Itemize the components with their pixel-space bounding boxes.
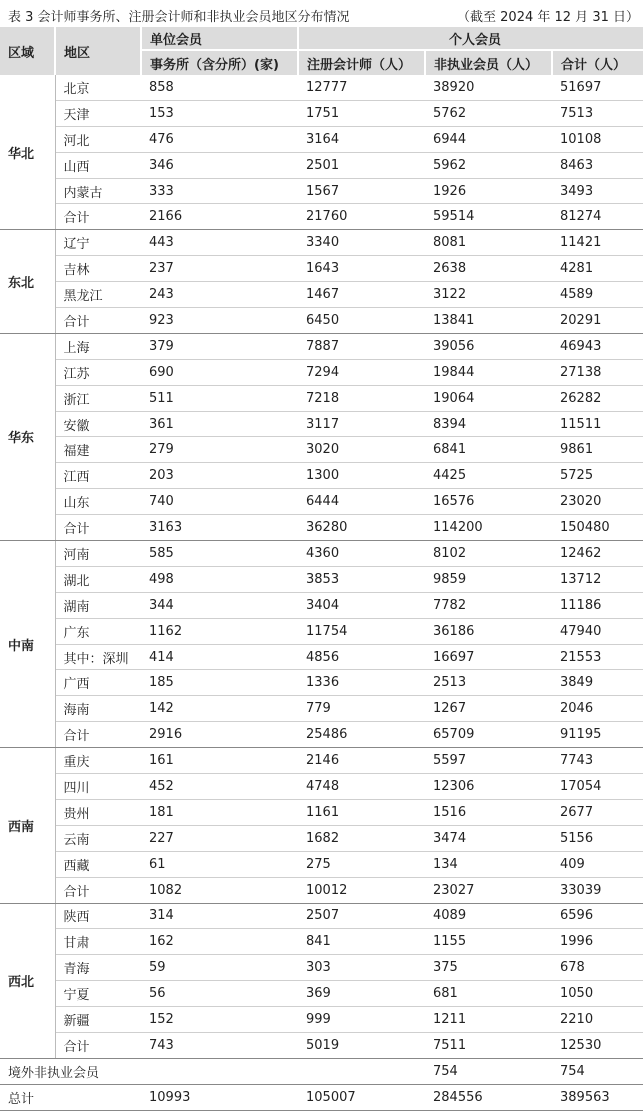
table-row	[0, 748, 643, 774]
cpa-cell: 4856	[298, 644, 425, 670]
nonpracticing-cell: 7511	[425, 1032, 552, 1058]
table-body	[0, 75, 643, 1110]
area-cell: 江苏	[55, 359, 141, 385]
firms-cell: 227	[141, 825, 298, 851]
firms-cell: 379	[141, 333, 298, 359]
total-cell: 4589	[552, 282, 643, 308]
total-cell: 51697	[552, 75, 643, 100]
firms-cell: 162	[141, 929, 298, 955]
nonpracticing-cell: 13841	[425, 308, 552, 334]
total-cell: 1996	[552, 929, 643, 955]
nonpracticing-cell: 36186	[425, 618, 552, 644]
area-cell: 宁夏	[55, 981, 141, 1007]
cpa-cell: 6444	[298, 489, 425, 515]
cpa-cell: 12777	[298, 75, 425, 100]
total-cell: 17054	[552, 774, 643, 800]
cpa-cell: 841	[298, 929, 425, 955]
cpa-cell: 3117	[298, 411, 425, 437]
cpa-cell: 3340	[298, 230, 425, 256]
nonpracticing-cell: 8081	[425, 230, 552, 256]
date-note: （截至 2024 年 12 月 31 日）	[457, 10, 639, 25]
firms-cell: 2916	[141, 722, 298, 748]
table-row	[0, 126, 643, 152]
subtotal-row	[0, 722, 643, 748]
row-label: 总计	[0, 1084, 141, 1110]
table-row	[0, 282, 643, 308]
table-row	[0, 256, 643, 282]
nonpracticing-cell: 5962	[425, 152, 552, 178]
total-cell: 5156	[552, 825, 643, 851]
area-cell: 黑龙江	[55, 282, 141, 308]
area-cell: 合计	[55, 1032, 141, 1058]
nonpracticing-cell: 134	[425, 851, 552, 877]
cpa-cell: 303	[298, 955, 425, 981]
table-row	[0, 437, 643, 463]
table-row	[0, 152, 643, 178]
cpa-cell: 2501	[298, 152, 425, 178]
firms-cell: 203	[141, 463, 298, 489]
table-row	[0, 955, 643, 981]
header-region: 区域	[0, 27, 55, 75]
subtotal-row	[0, 204, 643, 230]
nonpracticing-cell: 1155	[425, 929, 552, 955]
table-row	[0, 75, 643, 100]
cpa-cell: 3404	[298, 592, 425, 618]
total-cell: 7513	[552, 100, 643, 126]
firms-cell: 314	[141, 903, 298, 929]
subtotal-row	[0, 877, 643, 903]
cpa-cell: 105007	[298, 1084, 425, 1110]
table-row	[0, 981, 643, 1007]
firms-cell: 585	[141, 541, 298, 567]
header-total: 合计（人）	[552, 50, 643, 75]
firms-cell: 185	[141, 670, 298, 696]
nonpracticing-cell: 9859	[425, 566, 552, 592]
total-cell: 11186	[552, 592, 643, 618]
firms-cell: 511	[141, 385, 298, 411]
cpa-cell: 1682	[298, 825, 425, 851]
firms-cell: 161	[141, 748, 298, 774]
table-row	[0, 618, 643, 644]
nonpracticing-cell: 5597	[425, 748, 552, 774]
region-cell: 西南	[0, 748, 55, 903]
nonpracticing-cell: 8102	[425, 541, 552, 567]
total-cell: 2677	[552, 799, 643, 825]
nonpracticing-cell: 1516	[425, 799, 552, 825]
total-cell: 12530	[552, 1032, 643, 1058]
cpa-cell: 3020	[298, 437, 425, 463]
cpa-cell: 1567	[298, 178, 425, 204]
firms-cell: 243	[141, 282, 298, 308]
total-cell: 4281	[552, 256, 643, 282]
table-row	[0, 411, 643, 437]
table-row	[0, 929, 643, 955]
table-row	[0, 385, 643, 411]
nonpracticing-cell: 3122	[425, 282, 552, 308]
nonpracticing-cell: 1267	[425, 696, 552, 722]
firms-cell: 237	[141, 256, 298, 282]
total-cell: 20291	[552, 308, 643, 334]
nonpracticing-cell: 38920	[425, 75, 552, 100]
row-label: 境外非执业会员	[0, 1058, 141, 1084]
area-cell: 其中：深圳	[55, 644, 141, 670]
area-cell: 北京	[55, 75, 141, 100]
cpa-cell: 999	[298, 1007, 425, 1033]
firms-cell: 452	[141, 774, 298, 800]
nonpracticing-cell: 681	[425, 981, 552, 1007]
firms-cell: 333	[141, 178, 298, 204]
cpa-cell: 7218	[298, 385, 425, 411]
area-cell: 辽宁	[55, 230, 141, 256]
nonpracticing-cell: 3474	[425, 825, 552, 851]
nonpracticing-cell: 1211	[425, 1007, 552, 1033]
region-cell: 东北	[0, 230, 55, 334]
total-cell: 10108	[552, 126, 643, 152]
table-row	[0, 489, 643, 515]
area-cell: 浙江	[55, 385, 141, 411]
table-title: 表 3 会计师事务所、注册会计师和非执业会员地区分布情况	[8, 10, 350, 25]
cpa-cell: 1300	[298, 463, 425, 489]
header-individual-members: 个人会员	[298, 27, 643, 50]
cpa-cell: 6450	[298, 308, 425, 334]
firms-cell: 443	[141, 230, 298, 256]
table-row	[0, 825, 643, 851]
cpa-cell: 7294	[298, 359, 425, 385]
total-cell: 678	[552, 955, 643, 981]
firms-cell: 344	[141, 592, 298, 618]
area-cell: 陕西	[55, 903, 141, 929]
area-cell: 甘肃	[55, 929, 141, 955]
area-cell: 湖北	[55, 566, 141, 592]
table-row	[0, 230, 643, 256]
nonpracticing-cell: 8394	[425, 411, 552, 437]
table-row	[0, 592, 643, 618]
area-cell: 贵州	[55, 799, 141, 825]
total-cell: 11511	[552, 411, 643, 437]
nonpracticing-cell: 5762	[425, 100, 552, 126]
region-cell: 华北	[0, 75, 55, 230]
firms-cell: 59	[141, 955, 298, 981]
area-cell: 西藏	[55, 851, 141, 877]
total-cell: 5725	[552, 463, 643, 489]
nonpracticing-cell: 7782	[425, 592, 552, 618]
grand-total-row	[0, 1084, 643, 1110]
firms-cell: 690	[141, 359, 298, 385]
cpa-cell: 1161	[298, 799, 425, 825]
nonpracticing-cell: 754	[425, 1058, 552, 1084]
firms-cell: 498	[141, 566, 298, 592]
total-cell: 9861	[552, 437, 643, 463]
table-row	[0, 774, 643, 800]
header-nonpracticing: 非执业会员（人）	[425, 50, 552, 75]
total-cell: 81274	[552, 204, 643, 230]
area-cell: 青海	[55, 955, 141, 981]
firms-cell: 61	[141, 851, 298, 877]
table-row	[0, 566, 643, 592]
firms-cell: 152	[141, 1007, 298, 1033]
region-cell: 西北	[0, 903, 55, 1058]
area-cell: 合计	[55, 204, 141, 230]
nonpracticing-cell: 6944	[425, 126, 552, 152]
header-cpa: 注册会计师（人）	[298, 50, 425, 75]
total-cell: 91195	[552, 722, 643, 748]
nonpracticing-cell: 2638	[425, 256, 552, 282]
firms-cell: 740	[141, 489, 298, 515]
cpa-cell: 1643	[298, 256, 425, 282]
cpa-cell: 1751	[298, 100, 425, 126]
table-caption	[0, 0, 643, 27]
cpa-cell: 7887	[298, 333, 425, 359]
area-cell: 广东	[55, 618, 141, 644]
cpa-cell: 1336	[298, 670, 425, 696]
table-row	[0, 644, 643, 670]
area-cell: 上海	[55, 333, 141, 359]
subtotal-row	[0, 308, 643, 334]
table-row	[0, 541, 643, 567]
cpa-cell: 4748	[298, 774, 425, 800]
cpa-cell: 3853	[298, 566, 425, 592]
nonpracticing-cell: 19064	[425, 385, 552, 411]
cpa-cell: 369	[298, 981, 425, 1007]
total-cell: 27138	[552, 359, 643, 385]
total-cell: 8463	[552, 152, 643, 178]
distribution-table	[0, 27, 643, 1111]
nonpracticing-cell: 114200	[425, 515, 552, 541]
total-cell: 389563	[552, 1084, 643, 1110]
cpa-cell: 10012	[298, 877, 425, 903]
total-cell: 1050	[552, 981, 643, 1007]
firms-cell: 2166	[141, 204, 298, 230]
cpa-cell: 2507	[298, 903, 425, 929]
area-cell: 云南	[55, 825, 141, 851]
firms-cell: 56	[141, 981, 298, 1007]
table-row	[0, 1007, 643, 1033]
cpa-cell: 779	[298, 696, 425, 722]
cpa-cell: 36280	[298, 515, 425, 541]
nonpracticing-cell: 19844	[425, 359, 552, 385]
region-cell: 中南	[0, 541, 55, 748]
header-firms: 事务所（含分所）(家)	[141, 50, 298, 75]
total-cell: 3849	[552, 670, 643, 696]
firms-cell: 858	[141, 75, 298, 100]
nonpracticing-cell: 59514	[425, 204, 552, 230]
firms-cell: 743	[141, 1032, 298, 1058]
area-cell: 山东	[55, 489, 141, 515]
area-cell: 安徽	[55, 411, 141, 437]
table-row	[0, 178, 643, 204]
table-row	[0, 359, 643, 385]
area-cell: 合计	[55, 308, 141, 334]
header-unit-members: 单位会员	[141, 27, 298, 50]
cpa-cell: 25486	[298, 722, 425, 748]
subtotal-row	[0, 1032, 643, 1058]
total-cell: 754	[552, 1058, 643, 1084]
area-cell: 河北	[55, 126, 141, 152]
total-cell: 2046	[552, 696, 643, 722]
total-cell: 23020	[552, 489, 643, 515]
area-cell: 新疆	[55, 1007, 141, 1033]
table-row	[0, 670, 643, 696]
area-cell: 海南	[55, 696, 141, 722]
table-row	[0, 100, 643, 126]
firms-cell: 181	[141, 799, 298, 825]
firms-cell: 1162	[141, 618, 298, 644]
table-row	[0, 696, 643, 722]
nonpracticing-cell: 284556	[425, 1084, 552, 1110]
nonpracticing-cell: 375	[425, 955, 552, 981]
total-cell: 2210	[552, 1007, 643, 1033]
area-cell: 天津	[55, 100, 141, 126]
nonpracticing-cell: 12306	[425, 774, 552, 800]
total-cell: 7743	[552, 748, 643, 774]
area-cell: 广西	[55, 670, 141, 696]
total-cell: 46943	[552, 333, 643, 359]
total-cell: 3493	[552, 178, 643, 204]
total-cell: 47940	[552, 618, 643, 644]
total-cell: 21553	[552, 644, 643, 670]
area-cell: 四川	[55, 774, 141, 800]
subtotal-row	[0, 515, 643, 541]
nonpracticing-cell: 16576	[425, 489, 552, 515]
firms-cell	[141, 1058, 298, 1084]
firms-cell: 414	[141, 644, 298, 670]
firms-cell: 279	[141, 437, 298, 463]
cpa-cell: 2146	[298, 748, 425, 774]
total-cell: 26282	[552, 385, 643, 411]
cpa-cell: 3164	[298, 126, 425, 152]
firms-cell: 923	[141, 308, 298, 334]
area-cell: 重庆	[55, 748, 141, 774]
firms-cell: 1082	[141, 877, 298, 903]
nonpracticing-cell: 65709	[425, 722, 552, 748]
nonpracticing-cell: 39056	[425, 333, 552, 359]
area-cell: 内蒙古	[55, 178, 141, 204]
area-cell: 合计	[55, 877, 141, 903]
table-row	[0, 463, 643, 489]
nonpracticing-cell: 4089	[425, 903, 552, 929]
cpa-cell: 1467	[298, 282, 425, 308]
cpa-cell: 4360	[298, 541, 425, 567]
area-cell: 福建	[55, 437, 141, 463]
cpa-cell: 11754	[298, 618, 425, 644]
total-cell: 11421	[552, 230, 643, 256]
overseas-row	[0, 1058, 643, 1084]
table-row	[0, 851, 643, 877]
firms-cell: 142	[141, 696, 298, 722]
total-cell: 12462	[552, 541, 643, 567]
area-cell: 合计	[55, 515, 141, 541]
cpa-cell	[298, 1058, 425, 1084]
cpa-cell: 5019	[298, 1032, 425, 1058]
firms-cell: 3163	[141, 515, 298, 541]
header-area: 地区	[55, 27, 141, 75]
firms-cell: 476	[141, 126, 298, 152]
table-row	[0, 903, 643, 929]
nonpracticing-cell: 2513	[425, 670, 552, 696]
cpa-cell: 275	[298, 851, 425, 877]
total-cell: 33039	[552, 877, 643, 903]
area-cell: 山西	[55, 152, 141, 178]
nonpracticing-cell: 16697	[425, 644, 552, 670]
nonpracticing-cell: 23027	[425, 877, 552, 903]
firms-cell: 153	[141, 100, 298, 126]
total-cell: 409	[552, 851, 643, 877]
area-cell: 合计	[55, 722, 141, 748]
table-header	[0, 27, 643, 75]
firms-cell: 361	[141, 411, 298, 437]
total-cell: 13712	[552, 566, 643, 592]
nonpracticing-cell: 1926	[425, 178, 552, 204]
area-cell: 湖南	[55, 592, 141, 618]
region-cell: 华东	[0, 333, 55, 540]
table-row	[0, 333, 643, 359]
total-cell: 150480	[552, 515, 643, 541]
total-cell: 6596	[552, 903, 643, 929]
table-row	[0, 799, 643, 825]
firms-cell: 346	[141, 152, 298, 178]
area-cell: 吉林	[55, 256, 141, 282]
cpa-cell: 21760	[298, 204, 425, 230]
firms-cell: 10993	[141, 1084, 298, 1110]
area-cell: 江西	[55, 463, 141, 489]
nonpracticing-cell: 4425	[425, 463, 552, 489]
nonpracticing-cell: 6841	[425, 437, 552, 463]
area-cell: 河南	[55, 541, 141, 567]
